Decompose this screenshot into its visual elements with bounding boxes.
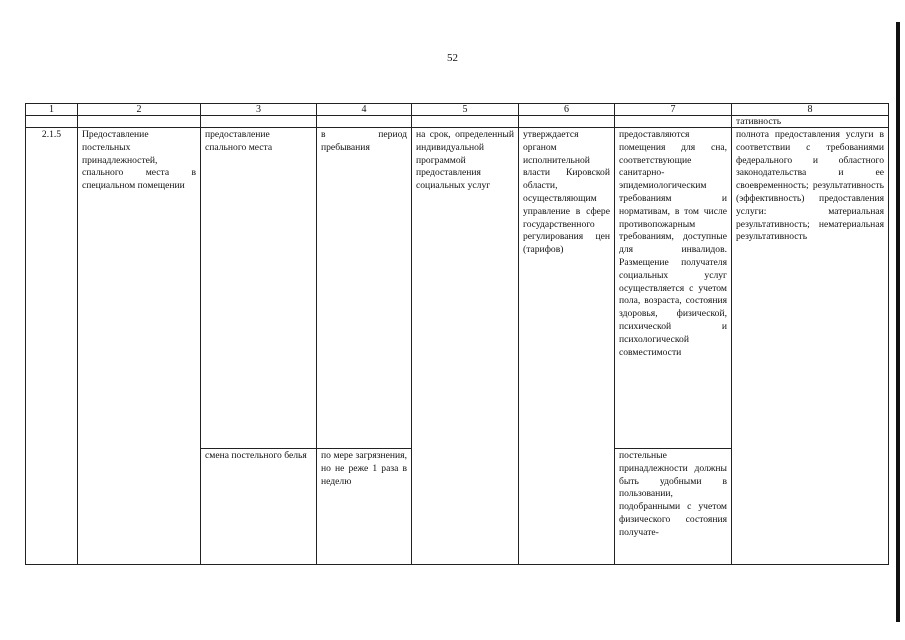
term-cell: на срок, определенный индивидуальной программой предоставления социальных услуг	[412, 128, 519, 565]
conditions-1-cell: предоставляются помещения для сна, соответствующие санитарно-эпидемиологическим требованиям и нормативам, в том числе противопожарным требованиям, доступные для инвалидов. Размещение получателя социальных услуг осуществляется с учетом пола, возраста, состояния здоровья, физической, психической и психологической совместимости	[615, 128, 732, 449]
header-col-6: 6	[519, 104, 615, 116]
header-col-3: 3	[201, 104, 317, 116]
header-col-5: 5	[412, 104, 519, 116]
row-number: 2.1.5	[26, 128, 78, 565]
carry-over-text: тативность	[732, 116, 889, 128]
approval-cell: утверждается органом исполнительной власти Кировской области, осуществляющим управление в сфере государственного регулирования цен (тарифов)	[519, 128, 615, 565]
header-col-1: 1	[26, 104, 78, 116]
evaluation-cell: полнота предоставления услуги в соответствии с требованиями федерального и областного законодательства и ее своевременность; результативность (эффективность) предоставления услуги: материальная результативность; нематериальная результативность	[732, 128, 889, 565]
header-col-4: 4	[317, 104, 412, 116]
header-col-8: 8	[732, 104, 889, 116]
carry-over-row	[26, 116, 889, 128]
header-row	[26, 104, 889, 116]
sub-service-2-name: смена постельного белья	[201, 449, 317, 565]
page-number: 52	[447, 52, 458, 64]
service-name: Предоставление постельных принадлежностей, спального места в специальном помещении	[78, 128, 201, 565]
table-row	[26, 128, 889, 449]
header-col-7: 7	[615, 104, 732, 116]
sub-service-1-period: в период пребывания	[317, 128, 412, 449]
conditions-2-cell: постельные принадлежности должны быть удобными в пользовании, подобранными с учетом физического состояния получате-	[615, 449, 732, 565]
services-table	[25, 103, 889, 565]
sub-service-2-period: по мере загрязнения, но не реже 1 раза в неделю	[317, 449, 412, 565]
scan-edge-bar	[896, 22, 900, 622]
sub-service-1-name: предоставление спального места	[201, 128, 317, 449]
header-col-2: 2	[78, 104, 201, 116]
